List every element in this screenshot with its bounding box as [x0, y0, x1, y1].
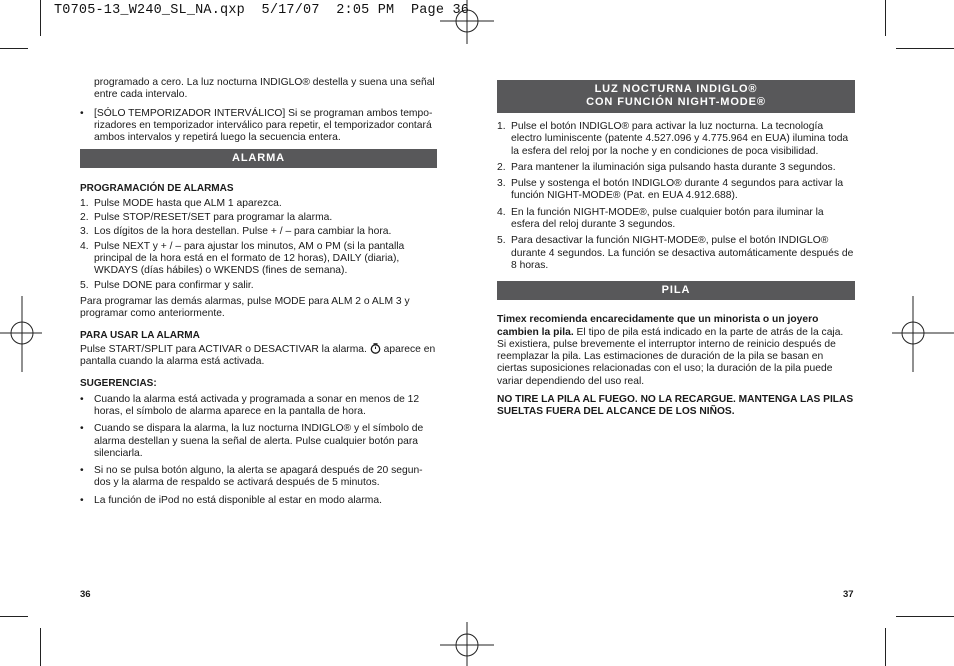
left-page [80, 77, 437, 512]
crop-mark [40, 628, 41, 666]
list-item: 5. Pulse DONE para confirmar y salir. [80, 279, 254, 291]
pila-section-header: PILA [497, 281, 855, 300]
list-item: • La función de iPod no está disponible al estar en modo alarma. [80, 494, 382, 506]
intro-bullets [80, 108, 437, 145]
crop-mark [896, 48, 954, 49]
list-item: • Cuando se dispara la alarma, la luz nocturna INDIGLO® y el símbolo de alarma destellan y suena la señal de alerta. Pulse cualquier botón para silenciarla. [80, 423, 424, 459]
list-item: 2. Para mantener la iluminación siga pulsando hasta durante 3 segundos. [497, 161, 836, 173]
luz-nocturna-steps [497, 121, 855, 272]
list-item: 3. Pulse y sostenga el botón INDIGLO® durante 4 segundos para activar la función NIGHT-MODE® (Pat. en EUA 4.912.688). [497, 178, 844, 202]
crop-mark [0, 48, 28, 49]
page-number-right: 37 [843, 589, 854, 600]
list-item: 1. Pulse MODE hasta que ALM 1 aparezca. [80, 197, 282, 209]
list-item: 1. Pulse el botón INDIGLO® para activar la luz nocturna. La tecnología electro luminiscente (patente 4.527.096 y 4.775.964 en EUA) ilumina toda la esfera del reloj por la noche y en condiciones de poca visibilidad. [497, 121, 849, 157]
registration-mark-left [0, 296, 42, 372]
list-item: 4. En la función NIGHT-MODE®, pulse cualquier botón para iluminar la esfera del reloj durante 3 segundos. [497, 206, 824, 231]
pila-warning: NO TIRE LA PILA AL FUEGO. NO LA RECARGUE. MANTENGA LAS PILAS SUELTAS FUERA DEL ALCANCE DE LOS NIÑOS. [497, 394, 854, 418]
programacion-steps [80, 198, 437, 292]
pila-text: Timex recomienda encarecidamente que un minorista o un joyero cambien la pila. El tipo de pila está indicado en la parte de atrás de la caja. Si existiera, pulse brevemente el interruptor interno de reinicio después de reemplazar la pila. Las estimaciones de duración de la pila se basan en ciertas suposiciones relacionadas con el uso; la duración de la pila puede variar dependiendo del uso real. [497, 314, 844, 387]
crop-mark [0, 616, 28, 617]
usar-alarma-text: Pulse START/SPLIT para ACTIVAR o DESACTIVAR la alarma. aparece en pantalla cuando la alarma está activada. [80, 343, 436, 368]
crop-mark [885, 628, 886, 666]
crop-mark [885, 0, 886, 36]
right-page [497, 80, 855, 419]
luz-nocturna-section-header: LUZ NOCTURNA INDIGLO® CON FUNCIÓN NIGHT-MODE® [497, 80, 855, 113]
registration-mark-bottom [440, 622, 494, 666]
otras-alarmas-text: Para programar las demás alarmas, pulse MODE para ALM 2 o ALM 3 y programar como anteriormente. [80, 295, 410, 320]
sugerencias-list [80, 394, 437, 507]
alarma-section-header: ALARMA [80, 149, 437, 168]
crop-mark [896, 616, 954, 617]
intro-text: programado a cero. La luz nocturna INDIGLO® destella y suena una señal entre cada intervalo. [94, 77, 435, 101]
list-item: • Cuando la alarma está activada y programada a sonar en menos de 12 horas, el símbolo de alarma aparece en la pantalla de hora. [80, 393, 420, 417]
list-item: • [SÓLO TEMPORIZADOR INTERVÁLICO] Si se programan ambos tempo-rizadores en temporizador interválico para repetir, el temporizador contará ambos intervalos y repetirá luego la secuencia entera. [80, 107, 433, 144]
registration-mark-right [892, 296, 954, 372]
usar-alarma-title: PARA USAR LA ALARMA [80, 330, 200, 342]
list-item: 2. Pulse STOP/RESET/SET para programar la alarma. [80, 212, 333, 224]
alarm-clock-icon [370, 343, 381, 354]
crop-mark [40, 0, 41, 36]
list-item: 4. Pulse NEXT y + / – para ajustar los minutos, AM o PM (si la pantalla principal de la hora está en el formato de 12 horas), DAILY (diaria), WKDAYS (días hábiles) o WKENDS (fines de semana). [80, 240, 405, 277]
page-number-left: 36 [80, 589, 91, 600]
list-item: 3. Los dígitos de la hora destellan. Pulse + / – para cambiar la hora. [80, 226, 392, 238]
sugerencias-title: SUGERENCIAS: [80, 378, 157, 390]
list-item: • Si no se pulsa botón alguno, la alerta se apagará después de 20 segun-dos y la alarma de respaldo se activará después de 5 minutos. [80, 465, 423, 489]
print-slug: T0705-13_W240_SL_NA.qxp 5/17/07 2:05 PM Page 36 [54, 3, 470, 18]
programacion-title: PROGRAMACIÓN DE ALARMAS [80, 183, 234, 195]
list-item: 5. Para desactivar la función NIGHT-MODE®, pulse el botón INDIGLO® durante 4 segundos. La función se desactiva automáticamente después de 8 horas. [497, 235, 854, 271]
